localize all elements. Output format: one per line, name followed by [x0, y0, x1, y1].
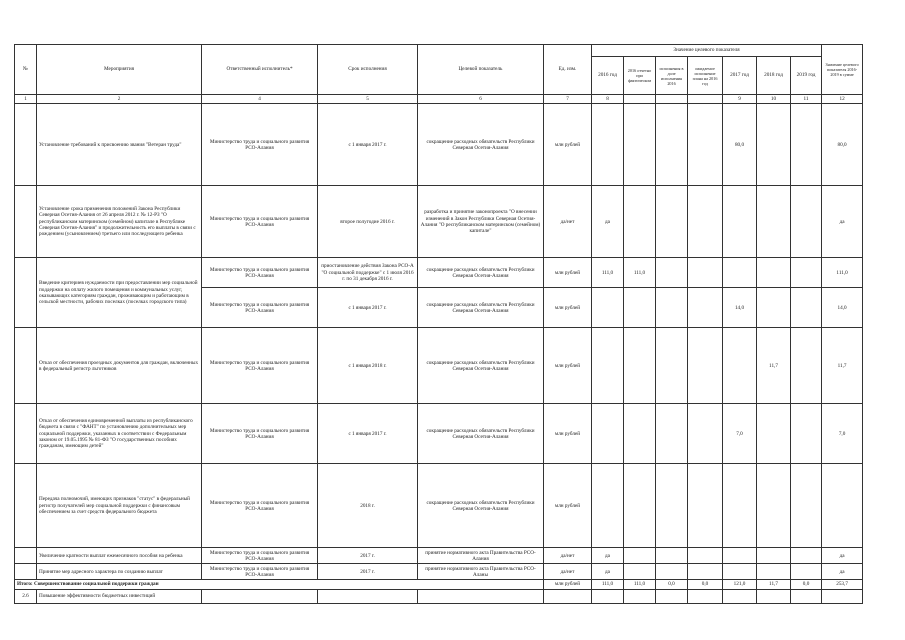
row-deadline: приостановление действия Закона РСО-А "О социальной поддержке" с 1 июля 2016 г. по 31 декабря 2016 г.: [318, 258, 418, 288]
row-target: сокращение расходных обязательств Республики Северная Осетия-Алания: [418, 288, 544, 328]
row-num: [15, 104, 37, 186]
row-unit: млн рублей: [544, 104, 592, 186]
row-responsible: Министерство труда и социального развития РСО-Алания: [202, 288, 318, 328]
row-2016-fact: [624, 548, 656, 564]
row-num: [15, 464, 37, 548]
row-2019: [791, 258, 822, 288]
empty-cell: [318, 589, 418, 603]
header-target: Целевой показатель: [418, 45, 544, 95]
row-unit: млн рублей: [544, 404, 592, 464]
row-unit: млн рублей: [544, 464, 592, 548]
row-num: [15, 258, 37, 328]
row-deadline: с 1 января 2017 г.: [318, 104, 418, 186]
colnum: [656, 95, 688, 104]
row-measure: Установление срока применения положений Закона Республики Северная Осетия-Алания от 26 апреля 2012 г. № 12-РЗ "О республиканском материнском (семейном) капитале в Республике Северная Осетия-Алания" и продолжительность его выплаты в связи с рождением (усыновлением) третьего или последующего ребенка: [37, 186, 202, 258]
empty-cell: [723, 589, 757, 603]
empty-cell: [418, 589, 544, 603]
colnum: 8: [592, 95, 624, 104]
colnum: 6: [418, 95, 544, 104]
row-num: [15, 404, 37, 464]
row-num: [15, 564, 37, 580]
row-2018: 11,7: [757, 328, 791, 404]
total-2016-exec: 0,0: [656, 580, 688, 589]
row-total: 7,0: [822, 404, 863, 464]
table-row: [15, 404, 863, 464]
row-2019: [791, 186, 822, 258]
empty-cell: [822, 589, 863, 603]
total-2016: 111,0: [592, 580, 624, 589]
empty-cell: [688, 589, 723, 603]
row-total: 111,0: [822, 258, 863, 288]
empty-cell: [544, 589, 592, 603]
targets-table: [14, 44, 863, 604]
row-deadline: с 1 января 2017 г.: [318, 404, 418, 464]
section-label: Повышение эффективности бюджетных инвестиций: [37, 589, 202, 603]
empty-cell: [791, 589, 822, 603]
row-unit: млн рублей: [544, 328, 592, 404]
total-2016-plan: 0,0: [688, 580, 723, 589]
section-num: 2.6: [15, 589, 37, 603]
colnum: [688, 95, 723, 104]
row-2016-exec: [656, 104, 688, 186]
total-unit: млн рублей: [544, 580, 592, 589]
empty-cell: [592, 589, 624, 603]
row-unit: да/нет: [544, 564, 592, 580]
row-2016-plan: [688, 564, 723, 580]
row-unit: млн рублей: [544, 288, 592, 328]
row-2016: да: [592, 564, 624, 580]
row-2016-fact: [624, 464, 656, 548]
table-row: [15, 258, 863, 288]
row-2016-exec: [656, 288, 688, 328]
row-unit: да/нет: [544, 548, 592, 564]
header-responsible: Ответственный исполнитель*: [202, 45, 318, 95]
row-2016-fact: 111,0: [624, 258, 656, 288]
row-2016: да: [592, 548, 624, 564]
row-2016-fact: [624, 288, 656, 328]
row-deadline: с 1 января 2018 г.: [318, 328, 418, 404]
row-2017: 7,0: [723, 404, 757, 464]
total-sum: 253,7: [822, 580, 863, 589]
row-2016-exec: [656, 464, 688, 548]
table-row: [15, 328, 863, 404]
row-responsible: Министерство труда и социального развития РСО-Алания: [202, 464, 318, 548]
row-2018: [757, 564, 791, 580]
row-2016-fact: [624, 104, 656, 186]
total-label: Итого: Совершенствование социальной поддержки граждан: [15, 580, 544, 589]
row-total: [822, 464, 863, 548]
row-2016-exec: [656, 186, 688, 258]
row-2017: 80,0: [723, 104, 757, 186]
row-target: сокращение расходных обязательств Республики Северная Осетия-Алания: [418, 258, 544, 288]
row-2016-exec: [656, 564, 688, 580]
row-2016-plan: [688, 464, 723, 548]
row-2018: [757, 548, 791, 564]
total-2019: 0,0: [791, 580, 822, 589]
header-row-1: [15, 45, 863, 57]
colnum: 7: [544, 95, 592, 104]
row-target: сокращение расходных обязательств Республики Северная Осетия-Алания: [418, 104, 544, 186]
row-2017: [723, 564, 757, 580]
row-unit: млн рублей: [544, 258, 592, 288]
table-row: [15, 548, 863, 564]
row-target: разработка и принятие законопроекта "О внесении изменений в Закон Республики Северная Осетия-Алания "О республиканском материнском (семейном) капитале": [418, 186, 544, 258]
colnum: 11: [791, 95, 822, 104]
row-total: да: [822, 186, 863, 258]
row-deadline: второе полугодие 2016 г.: [318, 186, 418, 258]
row-2016-plan: [688, 288, 723, 328]
row-total: 14,0: [822, 288, 863, 328]
table-row: [15, 564, 863, 580]
row-2016: [592, 328, 624, 404]
row-target: сокращение расходных обязательств Республики Северная Осетия-Алания: [418, 464, 544, 548]
row-total: 80,0: [822, 104, 863, 186]
row-2017: [723, 328, 757, 404]
row-2016-exec: [656, 328, 688, 404]
header-2016-plan: ожидаемое исполнение плана на 2016 год: [688, 57, 723, 95]
row-total: да: [822, 548, 863, 564]
header-2016: 2016 год: [592, 57, 624, 95]
row-2018: [757, 186, 791, 258]
row-2016: 111,0: [592, 258, 624, 288]
row-2018: [757, 104, 791, 186]
row-2016-exec: [656, 258, 688, 288]
total-2016-fact: 111,0: [624, 580, 656, 589]
row-2019: [791, 328, 822, 404]
row-2016-fact: [624, 328, 656, 404]
row-deadline: 2018 г.: [318, 464, 418, 548]
colnum: 12: [822, 95, 863, 104]
row-responsible: Министерство труда и социального развития РСО-Алания: [202, 404, 318, 464]
row-2017: [723, 548, 757, 564]
row-num: [15, 548, 37, 564]
row-total: 11,7: [822, 328, 863, 404]
row-2019: [791, 464, 822, 548]
header-2018: 2018 год: [757, 57, 791, 95]
row-num: [15, 328, 37, 404]
header-num: №: [15, 45, 37, 95]
row-responsible: Министерство труда и социального развития РСО-Алания: [202, 258, 318, 288]
row-measure: Передача полномочий, имеющих признаков "статус" в федеральный регистр получателей мер социальной поддержки с финансовым обеспечением за счет средств федерального бюджета: [37, 464, 202, 548]
row-2016: да: [592, 186, 624, 258]
empty-cell: [624, 589, 656, 603]
row-2016-fact: [624, 186, 656, 258]
row-deadline: с 1 января 2017 г.: [318, 288, 418, 328]
row-responsible: Министерство труда и социального развития РСО-Алания: [202, 186, 318, 258]
section-row: [15, 589, 863, 603]
row-2018: [757, 258, 791, 288]
row-2018: [757, 404, 791, 464]
row-measure: Принятие мер адресного характера по созданию выплат: [37, 564, 202, 580]
row-num: [15, 186, 37, 258]
row-2019: [791, 104, 822, 186]
empty-cell: [757, 589, 791, 603]
empty-cell: [656, 589, 688, 603]
row-2016-plan: [688, 548, 723, 564]
colnum: 5: [318, 95, 418, 104]
row-2016-exec: [656, 548, 688, 564]
colnum: 4: [202, 95, 318, 104]
total-2017: 121,0: [723, 580, 757, 589]
row-2017: 14,0: [723, 288, 757, 328]
row-deadline: 2017 г.: [318, 564, 418, 580]
row-2017: [723, 186, 757, 258]
header-unit: Ед. изм.: [544, 45, 592, 95]
table-row: [15, 464, 863, 548]
row-target: принятие нормативного акта Правительства РСО-Алания: [418, 548, 544, 564]
row-responsible: Министерство труда и социального развития РСО-Алания: [202, 564, 318, 580]
row-2016-fact: [624, 404, 656, 464]
row-2018: [757, 464, 791, 548]
header-values-group: Значение целевого показателя: [592, 45, 822, 57]
row-2019: [791, 548, 822, 564]
colnum: 1: [15, 95, 37, 104]
header-total: Значение целевого показателя 2016-2019 в сумме: [822, 45, 863, 95]
row-2016-plan: [688, 104, 723, 186]
row-2016-exec: [656, 404, 688, 464]
header-2017: 2017 год: [723, 57, 757, 95]
total-row: [15, 580, 863, 589]
row-2017: [723, 464, 757, 548]
row-measure: Увеличение кратности выплат ежемесячного пособия на ребенка: [37, 548, 202, 564]
row-2019: [791, 404, 822, 464]
row-2016-plan: [688, 328, 723, 404]
row-2018: [757, 288, 791, 328]
header-numbers-row: [15, 95, 863, 104]
row-target: сокращение расходных обязательств Республики Северная Осетия-Алания: [418, 404, 544, 464]
row-2016: [592, 404, 624, 464]
row-2019: [791, 288, 822, 328]
row-2016: [592, 464, 624, 548]
header-2016-fact: 2016 отчетно при фактическом: [624, 57, 656, 95]
row-responsible: Министерство труда и социального развития РСО-Алания: [202, 548, 318, 564]
header-measures: Мероприятия: [37, 45, 202, 95]
colnum: 10: [757, 95, 791, 104]
table-row: [15, 186, 863, 258]
row-2016-plan: [688, 186, 723, 258]
row-target: принятие нормативного акта Правительства РСО-Аланы: [418, 564, 544, 580]
row-2016: [592, 288, 624, 328]
row-deadline: 2017 г.: [318, 548, 418, 564]
row-unit: да/нет: [544, 186, 592, 258]
row-measure: Введение критериев нуждаемости при предоставлении мер социальной поддержки на оплату жилого помещения и коммунальных услуг, оказывающих категориям граждан, проживающим и работающим в сельской местности, рабочих поселках (поселках городского типа): [37, 258, 202, 328]
row-2016: [592, 104, 624, 186]
row-measure: Отказ от обеспечения проездных документов для граждан, включенных в федеральный регистр льготников: [37, 328, 202, 404]
row-responsible: Министерство труда и социального развития РСО-Алания: [202, 328, 318, 404]
header-2016-exec: исполнения в доле исполнения 2016: [656, 57, 688, 95]
empty-cell: [202, 589, 318, 603]
row-measure: Установление требований к присвоению звания "Ветеран труда": [37, 104, 202, 186]
colnum: 9: [723, 95, 757, 104]
row-total: да: [822, 564, 863, 580]
colnum: [624, 95, 656, 104]
header-deadline: Срок исполнения: [318, 45, 418, 95]
row-2017: [723, 258, 757, 288]
row-target: сокращение расходных обязательств Республики Северная Осетия-Алания: [418, 328, 544, 404]
row-measure: Отказ от обеспечения единовременной выплаты из республиканского бюджета в связи с "ФАНТ" по установлению дополнительных мер социальной поддержки, указанных в соответствии с Федеральным законом от 19.05.1995 № 81-ФЗ "О государственных пособиях гражданам, имеющим детей": [37, 404, 202, 464]
row-2016-fact: [624, 564, 656, 580]
colnum: 2: [37, 95, 202, 104]
row-responsible: Министерство труда и социального развития РСО-Алания: [202, 104, 318, 186]
row-2016-plan: [688, 258, 723, 288]
table-row: [15, 104, 863, 186]
row-2016-plan: [688, 404, 723, 464]
total-2018: 11,7: [757, 580, 791, 589]
header-2019: 2019 год: [791, 57, 822, 95]
row-2019: [791, 564, 822, 580]
